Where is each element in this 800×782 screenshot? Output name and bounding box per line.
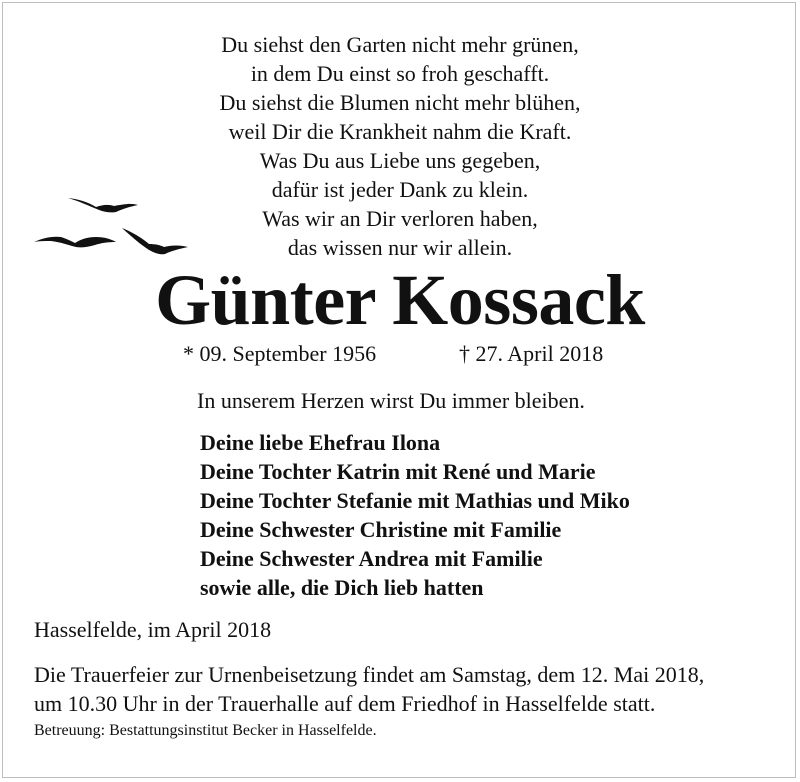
family-member: sowie alle, die Dich lieb hatten [200, 575, 484, 600]
family-member: Deine Tochter Stefanie mit Mathias und Miko [200, 488, 630, 513]
ceremony-info [34, 660, 704, 718]
memorial-line: In unserem Herzen wirst Du immer bleiben. [197, 388, 585, 413]
flying-birds-icon [30, 190, 200, 260]
death-date: † 27. April 2018 [459, 341, 604, 366]
family-member: Deine Tochter Katrin mit René und Marie [200, 459, 596, 484]
poem-line: weil Dir die Krankheit nahm die Kraft. [228, 119, 572, 144]
poem-line: Du siehst die Blumen nicht mehr blühen, [219, 90, 581, 115]
ceremony-line: um 10.30 Uhr in der Trauerhalle auf dem Friedhof in Hasselfelde statt. [34, 691, 656, 716]
poem-line: Was wir an Dir verloren haben, [262, 206, 538, 231]
birth-date: * 09. September 1956 [183, 341, 377, 366]
ceremony-line: Die Trauerfeier zur Urnenbeisetzung findet am Samstag, dem 12. Mai 2018, [34, 662, 705, 687]
poem-line: das wissen nur wir allein. [287, 235, 513, 260]
deceased-name: Günter Kossack [155, 260, 645, 340]
family-member: Deine liebe Ehefrau Ilona [200, 430, 441, 455]
poem-line: Was Du aus Liebe uns gegeben, [259, 148, 541, 173]
family-member: Deine Schwester Christine mit Familie [200, 517, 562, 542]
funeral-home-note: Betreuung: Bestattungsinstitut Becker in Hasselfelde. [34, 722, 377, 739]
poem-line: Du siehst den Garten nicht mehr grünen, [221, 32, 579, 57]
family-member: Deine Schwester Andrea mit Familie [200, 546, 543, 571]
family-list [200, 428, 630, 602]
place-date: Hasselfelde, im April 2018 [34, 617, 272, 642]
poem-line: dafür ist jeder Dank zu klein. [271, 177, 529, 202]
poem-line: in dem Du einst so froh geschafft. [250, 61, 550, 86]
